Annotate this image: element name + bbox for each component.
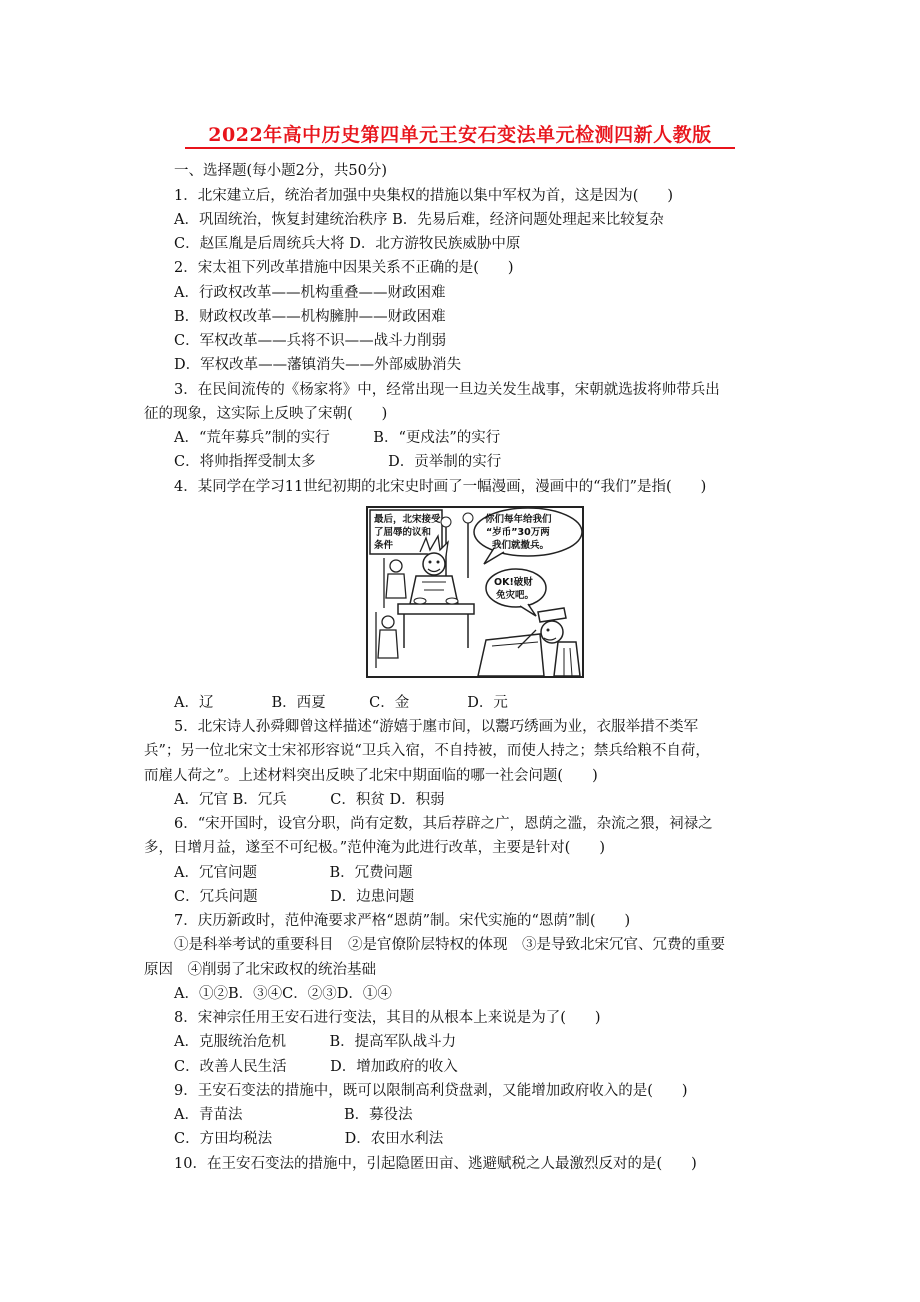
cartoon-bubble-top-line-1: 你们每年给我们 xyxy=(485,514,552,525)
section-heading: 一、选择题(每小题2分，共50分) xyxy=(174,163,387,179)
cartoon-caption-line-2: 了屈辱的议和 xyxy=(374,527,432,538)
cartoon-bubble-right-line-1: OK!破财 xyxy=(494,577,533,588)
cartoon-caption-line-3: 条件 xyxy=(374,540,394,551)
question-7: 7．庆历新政时，范仲淹要求严格“恩荫”制。宋代实施的“恩荫”制( ) xyxy=(174,913,631,929)
question-3: 3．在民间流传的《杨家将》中，经常出现一旦边关发生战事，宋朝就选拔将帅带兵出 xyxy=(174,382,720,398)
question-8-options-ab: A．克服统治危机 B．提高军队战斗力 xyxy=(174,1034,457,1050)
question-6-options-cd: C．冗兵问题 D．边患问题 xyxy=(174,889,415,905)
question-5: 5．北宋诗人孙舜卿曾这样描述“游嬉于廛市间，以鬻巧绣画为业，衣服举措不类军 xyxy=(174,719,699,735)
question-2-option-d: D．军权改革——藩镇消失——外部威胁消失 xyxy=(174,357,462,373)
cartoon-caption-line-1: 最后，北宋接受 xyxy=(374,514,441,525)
cartoon-bubble-right-line-2: 免灾吧。 xyxy=(496,590,535,601)
question-3-continued: 征的现象，这实际上反映了宋朝( ) xyxy=(144,406,388,422)
question-10: 10．在王安石变法的措施中，引起隐匿田亩、逃避赋税之人最激烈反对的是( ) xyxy=(174,1156,697,1172)
cartoon-bubble-top-line-3: 我们就撤兵。 xyxy=(492,540,550,551)
question-1-options-cd: C．赵匡胤是后周统兵大将 D．北方游牧民族威胁中原 xyxy=(174,236,521,252)
document-title: 2022年高中历史第四单元王安石变法单元检测四新人教版 xyxy=(208,124,712,146)
question-7-options: A．①②B．③④C．②③D．①④ xyxy=(174,986,392,1002)
title-underline xyxy=(185,147,735,149)
question-4-options: A．辽 B．西夏 C．金 D．元 xyxy=(174,695,508,711)
question-2: 2．宋太祖下列改革措施中因果关系不正确的是( ) xyxy=(174,260,514,276)
question-6: 6．“宋开国时，设官分职，尚有定数，其后荐辟之广，恩荫之滥，杂流之猥，祠禄之 xyxy=(174,816,713,832)
cartoon-bubble-top-line-2: “岁币”30万两 xyxy=(486,527,550,538)
question-7-statements: ①是科举考试的重要科目 ②是官僚阶层特权的体现 ③是导致北宋冗官、冗费的重要 xyxy=(174,937,725,953)
question-6-continued: 多，日增月益，遂至不可纪极。”范仲淹为此进行改革，主要是针对( ) xyxy=(144,840,605,856)
question-7-statements-continued: 原因 ④削弱了北宋政权的统治基础 xyxy=(144,962,376,978)
question-3-options-ab: A．“荒年募兵”制的实行 B．“更戍法”的实行 xyxy=(174,430,501,446)
question-8: 8．宋神宗任用王安石进行变法，其目的从根本上来说是为了( ) xyxy=(174,1010,601,1026)
cartoon-illustration xyxy=(366,506,584,678)
question-6-options-ab: A．冗官问题 B．冗费问题 xyxy=(174,865,413,881)
question-5-continued-1: 兵”；另一位北宋文士宋祁形容说“卫兵入宿，不自持被，而使人持之；禁兵给粮不自荷， xyxy=(144,743,710,759)
question-9-options-ab: A．青苗法 B．募役法 xyxy=(174,1107,413,1123)
question-9: 9．王安石变法的措施中，既可以限制高利贷盘剥，又能增加政府收入的是( ) xyxy=(174,1083,688,1099)
question-8-options-cd: C．改善人民生活 D．增加政府的收入 xyxy=(174,1059,458,1075)
question-9-options-cd: C．方田均税法 D．农田水利法 xyxy=(174,1131,444,1147)
question-5-continued-2: 而雇人荷之”。上述材料突出反映了北宋中期面临的哪一社会问题( ) xyxy=(144,768,598,784)
question-2-option-c: C．军权改革——兵将不识——战斗力削弱 xyxy=(174,333,447,349)
question-5-options: A．冗官 B．冗兵 C．积贫 D．积弱 xyxy=(174,792,445,808)
question-2-option-b: B．财政权改革——机构臃肿——财政困难 xyxy=(174,309,446,325)
question-1-options-ab: A．巩固统治，恢复封建统治秩序 B．先易后难，经济问题处理起来比较复杂 xyxy=(174,212,664,228)
question-2-option-a: A．行政权改革——机构重叠——财政困难 xyxy=(174,285,446,301)
question-4: 4．某同学在学习11世纪初期的北宋史时画了一幅漫画，漫画中的“我们”是指( ) xyxy=(174,479,707,495)
question-1: 1．北宋建立后，统治者加强中央集权的措施以集中军权为首，这是因为( ) xyxy=(174,188,674,204)
question-3-options-cd: C．将帅指挥受制太多 D．贡举制的实行 xyxy=(174,454,502,470)
